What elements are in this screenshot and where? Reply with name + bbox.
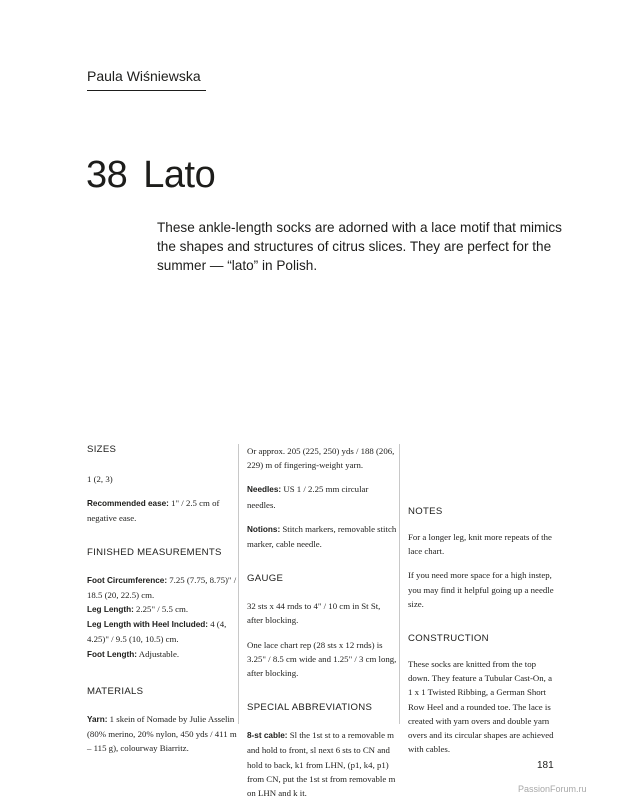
- finished-measurements-heading: FINISHED MEASUREMENTS: [87, 546, 222, 558]
- pattern-title: [86, 152, 215, 198]
- sizes-value: 1 (2, 3): [87, 474, 113, 484]
- notes-line-2: If you need more space for a high instep, you may find it helpful going up a needle size.: [408, 570, 554, 609]
- column-divider: [399, 444, 400, 724]
- yarn: [87, 712, 237, 756]
- gauge-heading: GAUGE: [247, 573, 284, 585]
- needles-value: US 1 / 2.25 mm circular needles.: [247, 484, 369, 510]
- leg-length-value: 2.25" / 5.5 cm.: [133, 604, 189, 615]
- foot-length-value: Adjustable.: [137, 648, 180, 659]
- sizes-heading: SIZES: [87, 444, 117, 455]
- notes-line-1: For a longer leg, knit more repeats of the lace chart.: [408, 532, 552, 557]
- foot-circumference: [87, 573, 237, 602]
- column-divider: [238, 444, 239, 724]
- pattern-name: Lato: [143, 154, 216, 196]
- cable-label: 8-st cable:: [247, 731, 288, 741]
- leg-length: [87, 602, 237, 617]
- watermark: PassionForum.ru: [518, 784, 587, 794]
- leg-length-heel: [87, 617, 237, 646]
- leg-length-heel-label: Leg Length with Heel Included:: [87, 620, 208, 630]
- yarn-label: Yarn:: [87, 714, 108, 724]
- page-number: 181: [537, 760, 554, 771]
- leg-length-label: Leg Length:: [87, 605, 134, 615]
- materials-heading: MATERIALS: [87, 685, 144, 697]
- gauge-line-2: One lace chart rep (28 sts x 12 rnds) is 3.25" / 8.5 cm wide and 1.25" / 3 cm long, after blocking.: [247, 639, 397, 679]
- foot-circumference-label: Foot Circumference:: [87, 575, 168, 585]
- needles-label: Needles:: [247, 485, 282, 495]
- leg-length-heel-value: 4 (4, 4.25)" / 9.5 (10, 10.5) cm.: [87, 619, 227, 645]
- gauge-line-1: 32 sts x 44 rnds to 4" / 10 cm in St St, after blocking.: [247, 601, 381, 626]
- construction-text: These socks are knitted from the top down. They feature a Tubular Cast-On, a 1 x 1 Twisted Ribbing, a German Short Row Heel and a rounded toe. The lace is created with yarn overs and double yarn overs and its circular shapes are achieved with cables.: [408, 659, 554, 755]
- intro-text: These ankle-length socks are adorned with a lace motif that mimics the shapes and structures of citrus slices. They are perfect for the summer — “lato” in Polish.: [157, 220, 562, 273]
- foot-length-label: Foot Length:: [87, 649, 138, 659]
- notions-label: Notions:: [247, 524, 281, 534]
- cable-value: Sl the 1st st to a removable m and hold to front, sl next 6 sts to CN and hold to back, k1 from LHN, (p1, k4, p1) from CN, put the 1st st from removable m on LHN and k it.: [247, 730, 396, 799]
- yarn-value: 1 skein of Nomade by Julie Asselin (80% merino, 20% nylon, 450 yds / 411 m – 115 g), colourway Biarritz.: [87, 713, 237, 754]
- needles: [247, 482, 397, 511]
- notions-value: Stitch markers, removable stitch marker, cable needle.: [247, 523, 397, 550]
- column-1: [87, 444, 237, 755]
- special-abbreviations-heading: SPECIAL ABBREVIATIONS: [247, 702, 373, 714]
- construction-heading: CONSTRUCTION: [408, 633, 489, 645]
- column-2: [247, 444, 397, 800]
- yarn-alternative: Or approx. 205 (225, 250) yds / 188 (206, 229) m of fingering-weight yarn.: [247, 446, 395, 471]
- foot-circumference-value: 7.25 (7.75, 8.75)" / 18.5 (20, 22.5) cm.: [87, 574, 237, 600]
- author-name: Paula Wiśniewska: [87, 68, 206, 91]
- column-3: [408, 444, 558, 756]
- ease-value: 1" / 2.5 cm of negative ease.: [87, 498, 220, 524]
- notions: [247, 522, 397, 551]
- cable-abbreviation: [247, 728, 397, 800]
- pattern-number: 38: [86, 154, 128, 196]
- notes-heading: NOTES: [408, 506, 443, 517]
- foot-length: [87, 647, 237, 662]
- recommended-ease: [87, 496, 237, 525]
- ease-label: Recommended ease:: [87, 499, 169, 509]
